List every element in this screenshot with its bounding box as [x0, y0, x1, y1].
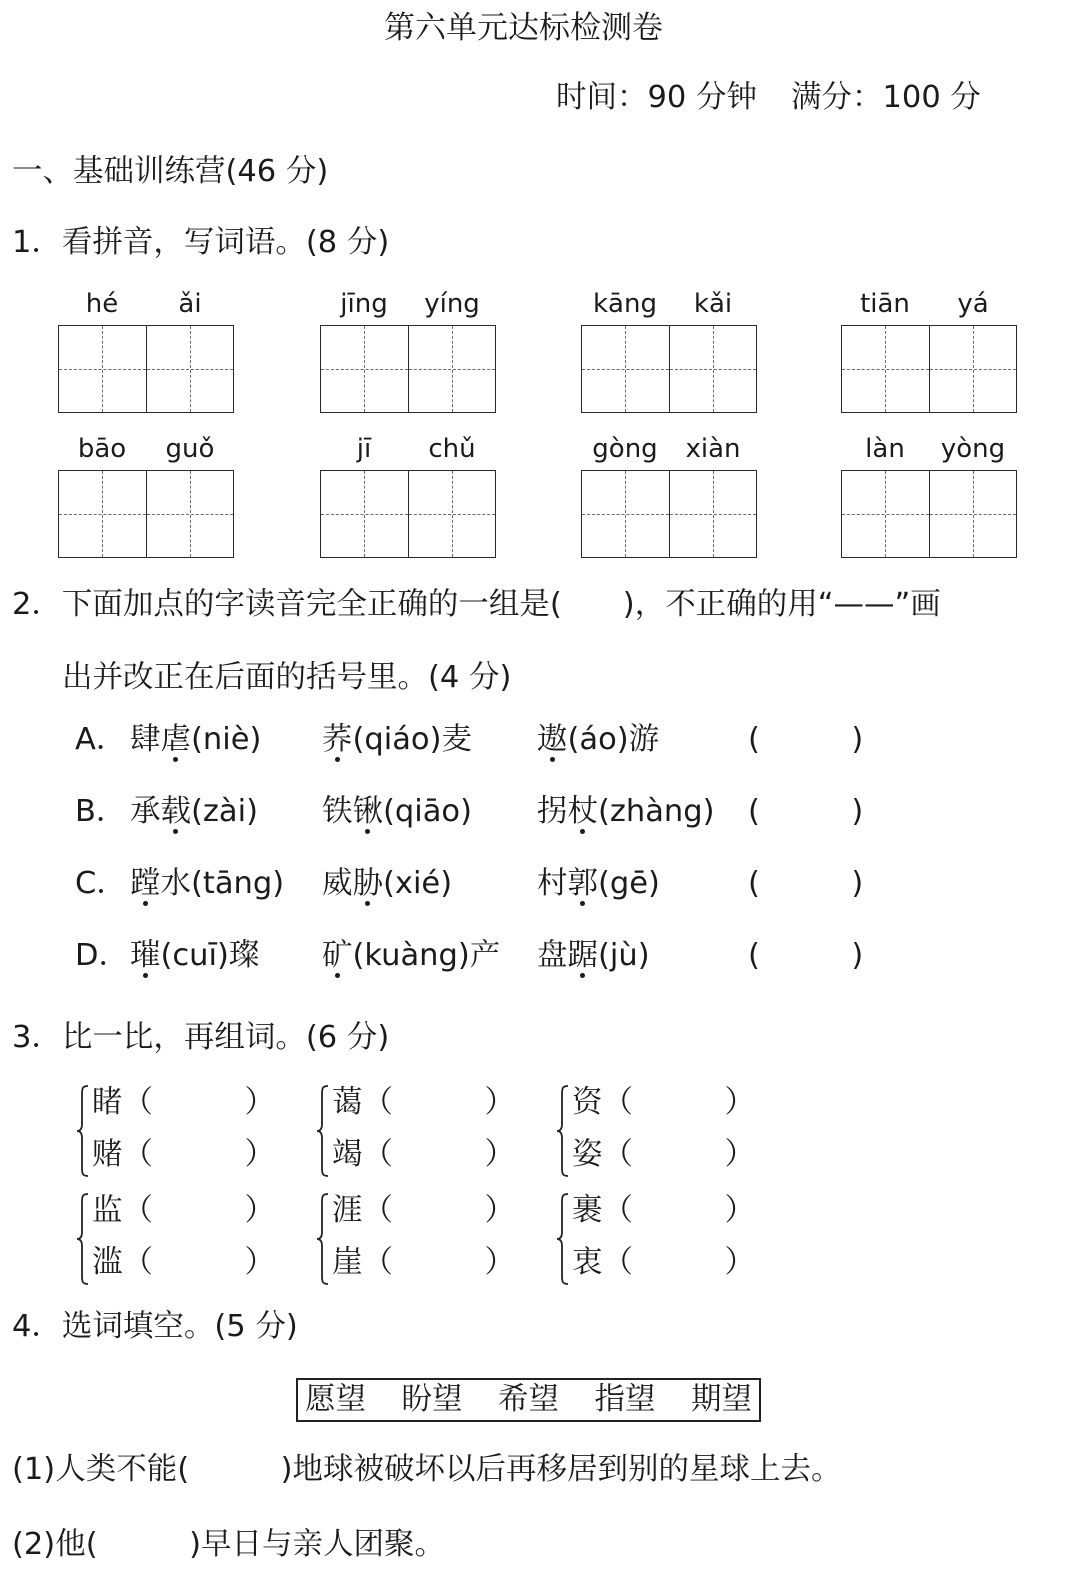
- option-word: [130, 938, 322, 974]
- option-label: B．: [75, 794, 127, 829]
- compare-character: 裹: [572, 1193, 603, 1228]
- pinyin-syllable: yíng: [424, 289, 480, 319]
- option-word: [537, 866, 748, 902]
- pinyin-row: [841, 289, 1017, 325]
- pinyin-word-group: [58, 434, 234, 558]
- compare-character: 姿: [572, 1137, 603, 1172]
- pinyin-row: [58, 289, 234, 325]
- compare-entry: [92, 1243, 275, 1295]
- pinyin-syllable: guǒ: [165, 434, 215, 464]
- word-part: 铁: [322, 794, 353, 829]
- fill-sentence: (1)人类不能( )地球被破坏以后再移居到别的星球上去。: [12, 1452, 842, 1487]
- compare-entries: [572, 1191, 755, 1295]
- section-heading: 一、基础训练营(46 分): [12, 154, 329, 189]
- pinyin-row: [581, 289, 757, 325]
- compare-entries: [92, 1083, 275, 1187]
- dotted-character: 郭: [567, 866, 598, 901]
- pinyin-word-group: [320, 434, 496, 558]
- compare-entries: [332, 1083, 515, 1187]
- left-brace: [316, 1085, 330, 1177]
- compare-entries: [332, 1191, 515, 1295]
- option-word: [130, 794, 322, 830]
- pinyin-syllable: jī: [356, 434, 372, 464]
- pinyin-word-group: [581, 289, 757, 413]
- option-word: [130, 722, 322, 758]
- compare-group: [316, 1191, 536, 1295]
- word-part: (zài): [191, 794, 258, 829]
- word-part: (qiāo): [383, 794, 472, 829]
- writing-cell: [582, 326, 669, 412]
- writing-cell: [321, 326, 408, 412]
- left-brace: [556, 1085, 570, 1177]
- writing-cell: [842, 326, 929, 412]
- compare-group: [556, 1191, 776, 1295]
- compare-character: 涯: [332, 1193, 363, 1228]
- compare-group: [556, 1083, 776, 1187]
- writing-cell: [146, 471, 234, 557]
- question-3-stem: 3．比一比，再组词。(6 分): [12, 1020, 390, 1055]
- left-brace: [556, 1193, 570, 1285]
- option-row-a: [75, 722, 863, 758]
- option-word: [130, 866, 322, 902]
- pinyin-word-group: [841, 289, 1017, 413]
- pinyin-row: [58, 434, 234, 470]
- word-blank: （ ）: [602, 1085, 755, 1120]
- pinyin-syllable: jīng: [340, 289, 388, 319]
- pinyin-word-group: [841, 434, 1017, 558]
- writing-cell: [408, 326, 496, 412]
- compare-entry: [572, 1135, 755, 1187]
- option-label: C．: [75, 866, 127, 901]
- pinyin-syllable: yá: [957, 289, 989, 319]
- compare-entry: [92, 1191, 275, 1243]
- writing-cell: [582, 471, 669, 557]
- compare-character: 竭: [332, 1137, 363, 1172]
- word-part: (jù): [598, 938, 650, 973]
- compare-character: 滥: [92, 1245, 123, 1280]
- word-part: 盘: [537, 938, 568, 973]
- page-title: 第六单元达标检测卷: [384, 10, 663, 46]
- compare-character: 赌: [92, 1137, 123, 1172]
- pinyin-syllable: kǎi: [693, 289, 733, 319]
- word-blank: （ ）: [362, 1137, 515, 1172]
- compare-character: 睹: [92, 1085, 123, 1120]
- pinyin-syllable: kāng: [593, 289, 657, 319]
- time-limit: 时间：90 分钟: [556, 80, 758, 115]
- exam-meta: [556, 80, 981, 116]
- pinyin-row: [320, 289, 496, 325]
- dotted-character: 踞: [567, 938, 598, 973]
- pinyin-syllable: ǎi: [178, 289, 202, 319]
- writing-grid: [581, 470, 757, 558]
- word-part: 村: [537, 866, 568, 901]
- word-bank-box: [296, 1378, 761, 1422]
- writing-grid: [320, 470, 496, 558]
- word-bank-item: 指望: [594, 1382, 656, 1417]
- fill-sentence: (2)他( )早日与亲人团聚。: [12, 1527, 446, 1562]
- answer-blank: ( ): [748, 794, 864, 829]
- writing-cell: [669, 471, 757, 557]
- compare-entry: [572, 1083, 755, 1135]
- compare-character: 资: [572, 1085, 603, 1120]
- pinyin-syllable: yòng: [940, 434, 1006, 464]
- compare-group: [76, 1191, 296, 1295]
- option-word: [322, 722, 537, 758]
- writing-grid: [841, 325, 1017, 413]
- word-blank: （ ）: [122, 1137, 275, 1172]
- compare-entry: [332, 1243, 515, 1295]
- option-word: [537, 794, 748, 830]
- pinyin-word-group: [581, 434, 757, 558]
- option-row-c: [75, 866, 863, 902]
- pinyin-syllable: làn: [865, 434, 905, 464]
- compare-entry: [92, 1083, 275, 1135]
- pinyin-word-group: [58, 289, 234, 413]
- option-word: [322, 866, 537, 902]
- pinyin-syllable: hé: [85, 289, 119, 319]
- question-1-stem: 1．看拼音，写词语。(8 分): [12, 225, 390, 260]
- writing-grid: [58, 470, 234, 558]
- word-blank: （ ）: [122, 1193, 275, 1228]
- left-brace: [76, 1085, 90, 1177]
- compare-character: 崖: [332, 1245, 363, 1280]
- word-bank-item: 盼望: [401, 1382, 463, 1417]
- writing-cell: [59, 326, 146, 412]
- dotted-character: 矿: [322, 938, 353, 973]
- dotted-character: 锹: [352, 794, 383, 829]
- option-word: [537, 722, 748, 758]
- option-label: D．: [75, 938, 129, 973]
- pinyin-syllable: chǔ: [428, 434, 476, 464]
- pinyin-syllable: xiàn: [685, 434, 741, 464]
- option-word: [537, 938, 748, 974]
- word-part: 威: [322, 866, 353, 901]
- dotted-character: 璀: [130, 938, 161, 973]
- dotted-character: 胁: [352, 866, 383, 901]
- compare-group: [76, 1083, 296, 1187]
- word-blank: （ ）: [362, 1085, 515, 1120]
- compare-entry: [572, 1191, 755, 1243]
- word-part: (niè): [191, 722, 262, 757]
- word-blank: （ ）: [602, 1245, 755, 1280]
- word-part: (zhàng): [598, 794, 715, 829]
- word-part: (xié): [383, 866, 453, 901]
- word-bank-item: 愿望: [305, 1382, 366, 1417]
- writing-cell: [59, 471, 146, 557]
- dotted-character: 杖: [567, 794, 598, 829]
- compare-entries: [92, 1191, 275, 1295]
- dotted-character: 载: [160, 794, 191, 829]
- word-part: 水(tāng): [160, 866, 285, 901]
- word-blank: （ ）: [362, 1245, 515, 1280]
- question-2-stem-line: 2．下面加点的字读音完全正确的一组是( )，不正确的用“——”画: [12, 587, 941, 622]
- pinyin-row: [841, 434, 1017, 470]
- word-part: (gē): [598, 866, 660, 901]
- left-brace: [76, 1193, 90, 1285]
- pinyin-syllable: tiān: [860, 289, 910, 319]
- word-part: 承: [130, 794, 161, 829]
- word-part: (kuàng)产: [352, 938, 501, 973]
- word-part: (cuī)璨: [160, 938, 260, 973]
- compare-group: [316, 1083, 536, 1187]
- word-part: (áo)游: [567, 722, 660, 757]
- full-score: 满分：100 分: [791, 80, 981, 115]
- writing-grid: [320, 325, 496, 413]
- question-4-stem: 4．选词填空。(5 分): [12, 1309, 298, 1344]
- word-bank-item: 期望: [691, 1382, 752, 1417]
- word-blank: （ ）: [122, 1245, 275, 1280]
- answer-blank: ( ): [748, 866, 864, 901]
- option-row-d: [75, 938, 863, 974]
- writing-cell: [321, 471, 408, 557]
- compare-entry: [332, 1191, 515, 1243]
- writing-cell: [669, 326, 757, 412]
- writing-grid: [58, 325, 234, 413]
- compare-character: 衷: [572, 1245, 603, 1280]
- compare-entries: [572, 1083, 755, 1187]
- answer-blank: ( ): [748, 938, 864, 973]
- word-blank: （ ）: [602, 1137, 755, 1172]
- writing-cell: [929, 326, 1017, 412]
- writing-grid: [841, 470, 1017, 558]
- option-row-b: [75, 794, 863, 830]
- option-word: [322, 938, 537, 974]
- writing-cell: [408, 471, 496, 557]
- dotted-character: 蹚: [130, 866, 161, 901]
- writing-grid: [581, 325, 757, 413]
- pinyin-syllable: bāo: [77, 434, 127, 464]
- pinyin-syllable: gòng: [592, 434, 658, 464]
- compare-entry: [92, 1135, 275, 1187]
- compare-entry: [572, 1243, 755, 1295]
- word-part: 肆: [130, 722, 161, 757]
- option-label: A．: [75, 722, 127, 757]
- word-blank: （ ）: [362, 1193, 515, 1228]
- compare-character: 蔼: [332, 1085, 363, 1120]
- option-word: [322, 794, 537, 830]
- writing-cell: [146, 326, 234, 412]
- answer-blank: ( ): [748, 722, 864, 757]
- compare-character: 监: [92, 1193, 123, 1228]
- word-blank: （ ）: [122, 1085, 275, 1120]
- word-bank-item: 希望: [498, 1382, 559, 1417]
- dotted-character: 遨: [537, 722, 568, 757]
- pinyin-row: [581, 434, 757, 470]
- dotted-character: 荞: [322, 722, 353, 757]
- writing-cell: [842, 471, 929, 557]
- word-part: (qiáo)麦: [352, 722, 472, 757]
- word-blank: （ ）: [602, 1193, 755, 1228]
- writing-cell: [929, 471, 1017, 557]
- compare-entry: [332, 1083, 515, 1135]
- question-2-stem-line: 出并改正在后面的括号里。(4 分): [62, 660, 512, 695]
- dotted-character: 虐: [160, 722, 191, 757]
- pinyin-word-group: [320, 289, 496, 413]
- left-brace: [316, 1193, 330, 1285]
- compare-entry: [332, 1135, 515, 1187]
- pinyin-row: [320, 434, 496, 470]
- word-part: 拐: [537, 794, 568, 829]
